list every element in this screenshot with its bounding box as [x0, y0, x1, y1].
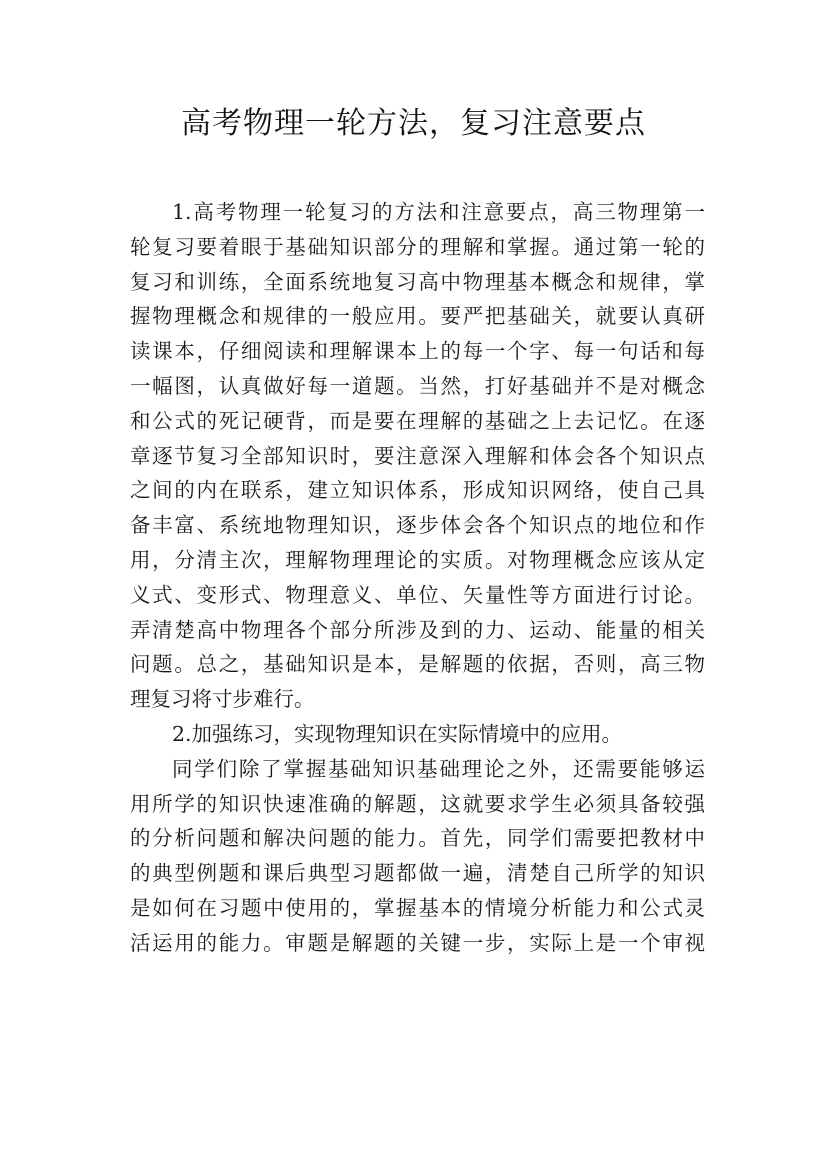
body-line: 复习和训练，全面系统地复习高中物理基本概念和规律，掌 — [130, 269, 705, 294]
body-line: 同学们除了掌握基础知识基础理论之外，还需要能够运 — [172, 756, 705, 781]
body-line: 读课本，仔细阅读和理解课本上的每一个字、每一句话和每 — [130, 339, 705, 364]
body-line: 备丰富、系统地物理知识，逐步体会各个知识点的地位和作 — [130, 513, 705, 538]
body-line: 的分析问题和解决问题的能力。首先，同学们需要把教材中 — [130, 826, 705, 851]
body-line: 义式、变形式、物理意义、单位、矢量性等方面进行讨论。 — [130, 582, 705, 607]
body-line: 章逐节复习全部知识时，要注意深入理解和体会各个知识点 — [130, 443, 705, 468]
body-line: 理复习将寸步难行。 — [130, 687, 315, 712]
body-line: 用，分清主次，理解物理理论的实质。对物理概念应该从定 — [130, 547, 705, 572]
body-line: 的典型例题和课后典型习题都做一遍，清楚自己所学的知识 — [130, 861, 705, 886]
body-line: 弄清楚高中物理各个部分所涉及到的力、运动、能量的相关 — [130, 617, 705, 642]
body-line: 轮复习要着眼于基础知识部分的理解和掌握。通过第一轮的 — [130, 234, 705, 259]
body-line: 一幅图，认真做好每一道题。当然，打好基础并不是对概念 — [130, 373, 705, 398]
body-line: 2.加强练习，实现物理知识在实际情境中的应用。 — [172, 721, 623, 746]
body-line: 之间的内在联系，建立知识体系，形成知识网络，使自己具 — [130, 478, 705, 503]
body-line: 用所学的知识快速准确的解题，这就要求学生必须具备较强 — [130, 791, 705, 816]
body-line: 和公式的死记硬背，而是要在理解的基础之上去记忆。在逐 — [130, 408, 705, 433]
body-line: 是如何在习题中使用的，掌握基本的情境分析能力和公式灵 — [130, 895, 705, 920]
body-line: 握物理概念和规律的一般应用。要严把基础关，就要认真研 — [130, 304, 705, 329]
body-line: 1.高考物理一轮复习的方法和注意要点，高三物理第一 — [172, 200, 705, 224]
document-body — [130, 195, 705, 961]
body-line: 活运用的能力。审题是解题的关键一步，实际上是一个审视 — [130, 930, 705, 955]
body-line: 问题。总之，基础知识是本，是解题的依据，否则，高三物 — [130, 652, 705, 677]
document-title: 高考物理一轮方法，复习注意要点 — [181, 106, 646, 141]
